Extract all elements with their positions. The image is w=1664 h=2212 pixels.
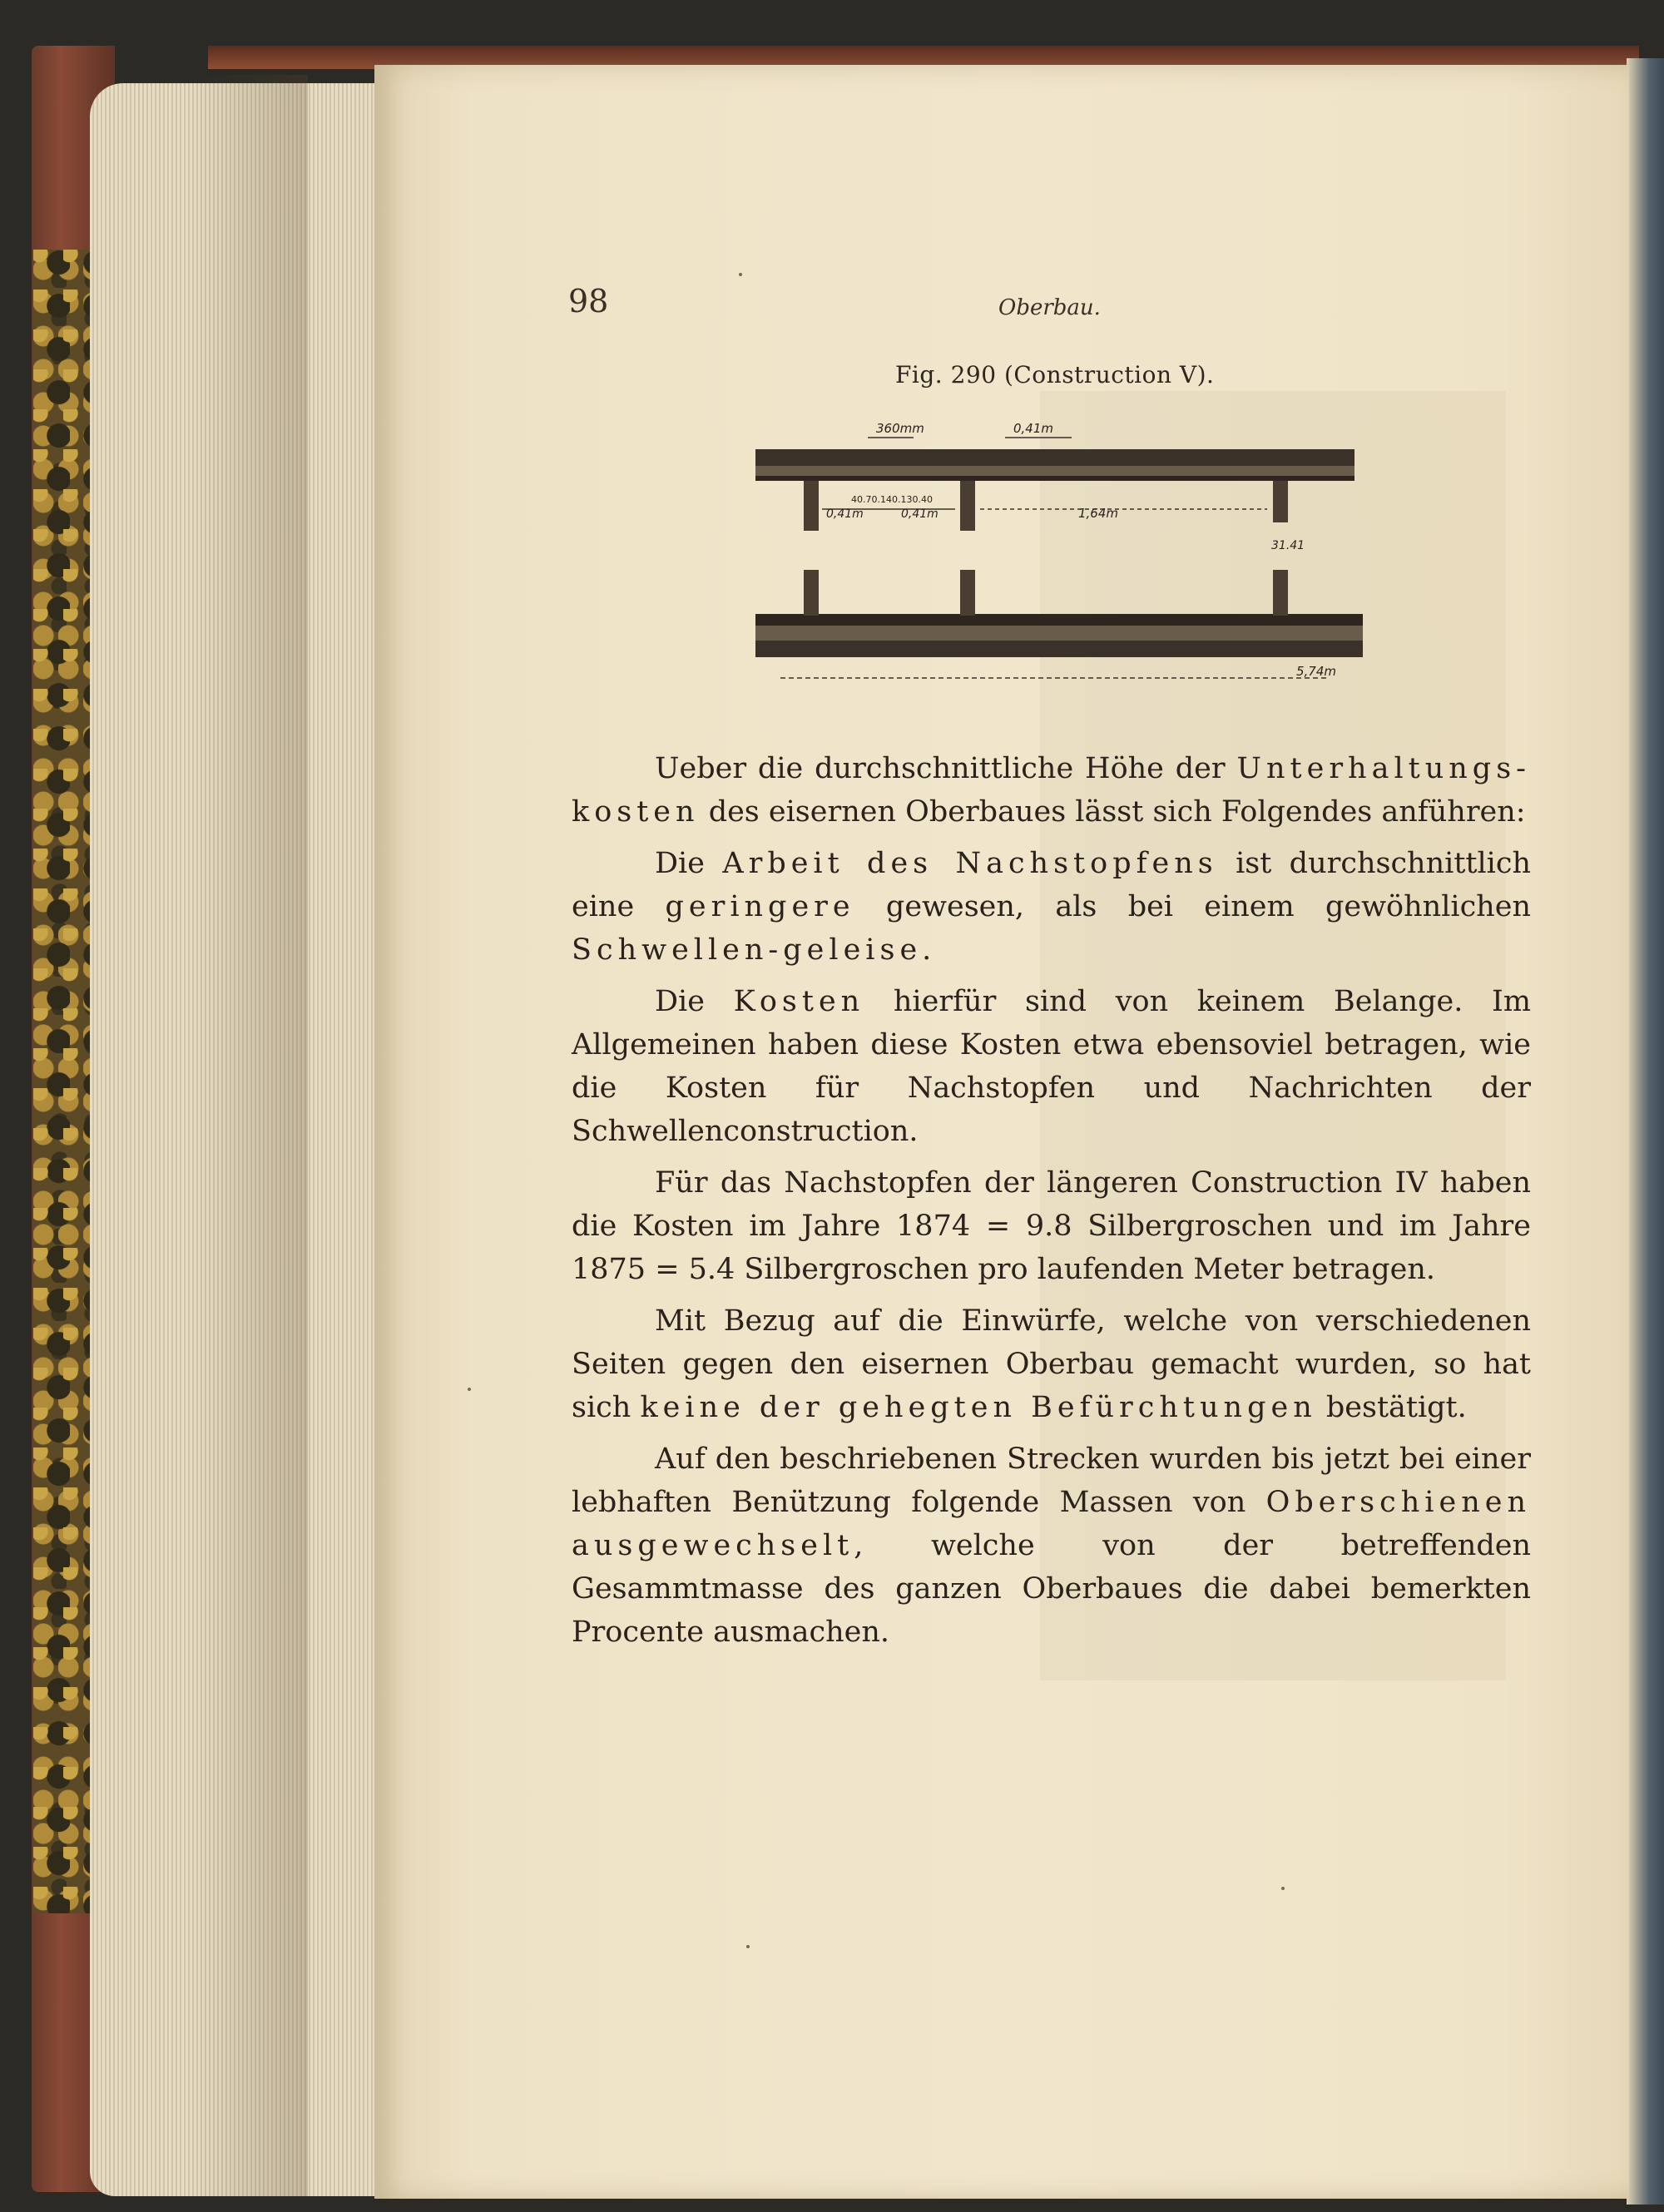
marbled-edge — [33, 250, 93, 1913]
small-dims-label: 40.70.140.130.40 — [851, 494, 933, 505]
paragraph-5: Mit Bezug auf die Einwürfe, welche von verschiedenen Seiten gegen den eisernen Oberbau gemacht wurden, so hat sich keine der gehegten Befürchtungen bestätigt. — [572, 1304, 1531, 1424]
page-number: 98 — [568, 283, 609, 319]
speck — [739, 273, 742, 276]
dim-041-mid-label: 0,41m — [901, 507, 938, 521]
dim-041-left-label: 0,41m — [826, 507, 864, 521]
track-construction-figure — [747, 416, 1363, 699]
dim-3141-label: 31.41 — [1271, 539, 1305, 552]
speck — [746, 1945, 750, 1948]
bottom-rail — [755, 614, 1363, 657]
paragraph-3: Die Kosten hierfür sind von keinem Belange. Im Allgemeinen haben diese Kosten etwa ebensoviel betragen, wie die Kosten für Nachstopfen und Nachrichten der Schwellenconstruction. — [572, 985, 1532, 1148]
paragraph-4: Für das Nachstopfen der längeren Construction IV haben die Kosten im Jahre 1874 = 9.8 Silbergroschen und im Jahre 1875 = 5.4 Silbergroschen pro laufenden Meter betragen. — [572, 1166, 1531, 1286]
top-rail — [755, 449, 1354, 481]
paragraph-1: Ueber die durchschnittliche Höhe der Unterhaltungs-kosten des eisernen Oberbaues lässt sich Folgendes anführen: — [572, 752, 1531, 829]
figure-caption: Fig. 290 (Construction V). — [895, 361, 1215, 388]
speck — [468, 1388, 471, 1391]
body-text — [572, 747, 1531, 1662]
dim-574-label: 5,74m — [1296, 664, 1337, 679]
book-cover-right — [1627, 58, 1664, 2205]
speck — [1281, 1887, 1285, 1890]
paragraph-6: Auf den beschriebenen Strecken wurden bis jetzt bei einer lebhaften Benützung folgende Massen von Oberschienen ausgewechselt, welche von der betreffenden Gesammtmasse des ganzen Oberbaues die dabei bemerkten Procente ausmachen. — [572, 1443, 1531, 1649]
paragraph-2: Die Arbeit des Nachstopfens ist durchschnittlich eine geringere gewesen, als bei einem gewöhnlichen Schwellen-geleise. — [572, 847, 1531, 967]
dim-164-label: 1,64m — [1078, 506, 1119, 521]
dim-041-top-label: 0,41m — [1013, 421, 1054, 436]
running-head: Oberbau. — [998, 295, 1101, 320]
page-stack-shade — [191, 75, 308, 2196]
dim-360-label: 360mm — [876, 421, 924, 436]
